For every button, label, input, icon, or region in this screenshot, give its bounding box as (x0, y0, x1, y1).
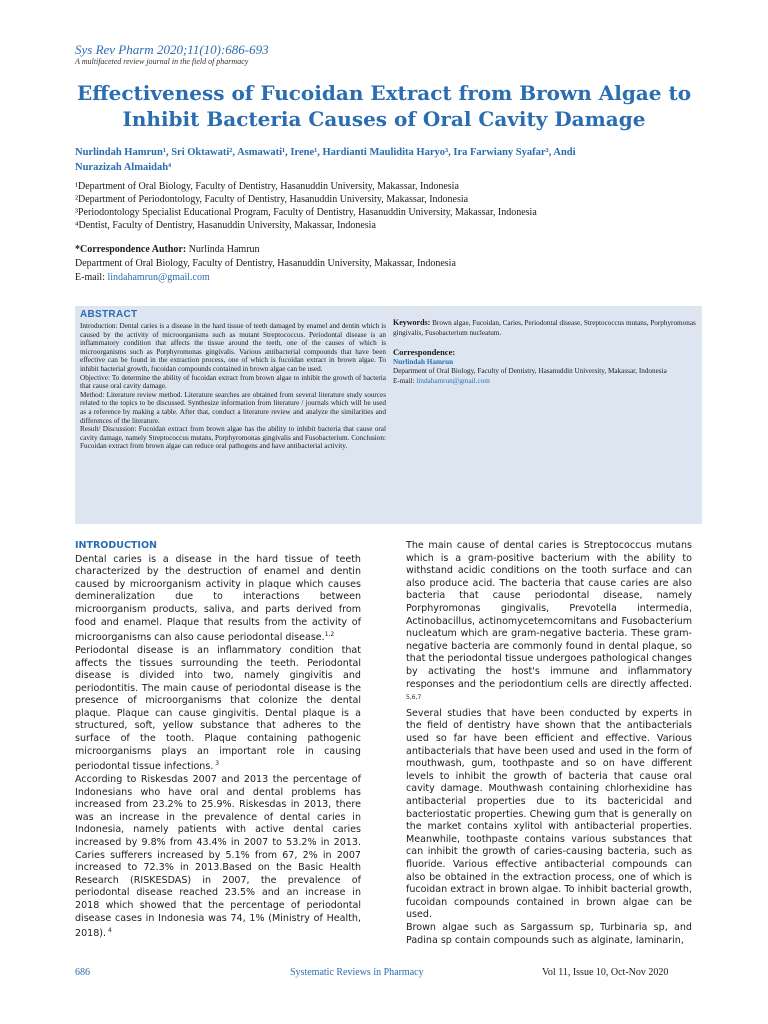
affiliations (75, 180, 695, 232)
journal-citation: Sys Rev Pharm 2020;11(10):686-693 (75, 42, 269, 57)
abstract-heading: ABSTRACT (80, 309, 138, 320)
email-label: E-mail: (75, 272, 108, 283)
abs-email-label: E-mail: (393, 376, 417, 385)
abstract-box (75, 306, 702, 524)
title-line-1: Effectiveness of Fucoidan Extract from Brown Algae to (76, 81, 692, 105)
abs-correspondence-dept: Department of Oral Biology, Faculty of Dentistry, Hasanuddin University, Makassar, Indonesia (393, 367, 667, 375)
right-column (406, 540, 692, 947)
affiliation-1: ¹Department of Oral Biology, Faculty of Dentistry, Hasanuddin University, Makassar, Indonesia (75, 181, 459, 192)
keywords (393, 318, 698, 338)
journal-tagline: A multifaceted review journal in the field of pharmacy (75, 57, 249, 66)
footer-journal: Systematic Reviews in Pharmacy (290, 967, 424, 978)
paragraph: Dental caries is a disease in the hard tissue of teeth characterized by the destruction of enamel and dentin caused by microorganism activity in plaque which causes demineralization due to interactions between microorganism products, saliva, and parts derived from food and enamel. Plaque that results from the activity of microorganisms can also cause periodontal disease.$^{1,2}$ (75, 553, 361, 644)
citation-ref: 1,2 (324, 631, 335, 639)
abstract-sidebar (393, 318, 698, 386)
abs-correspondence-label: Correspondence: (393, 347, 456, 357)
abstract-introduction: Introduction: Dental caries is a disease in the hard tissue of teeth damaged by enamel and dentin which is caused by the activity of microorganisms such as mutant Streptococcus. Periodontal disease is an inflammatory condition that affects the tissue around the teeth, one of the causes of which is microorganisms such as Porphyromonas gingivalis. Various antibacterial compounds that have been effective can be found in the extraction process, one of which is fucoidan extract in brown algae. To inhibit bacterial growth, fucoidan compounds contained in brown algae can be used. (80, 322, 386, 373)
paragraph: The main cause of dental caries is Streptococcus mutans which is a gram-positive bacterium with the ability to withstand acidic conditions on the tooth surface and can also produce acid. The bacteria that cause caries are also bacteria that cause periodontal disease, namely Porphyromonas gingivalis, Prevotella intermedia, Actinobacillus, actinomycetemcomitans and Fusobacterium nucleatum which are gram-negative bacteria. These gram-negative bacteria are commonly found in dental plaque, so that the periodontal tissue undergoes pathological changes by activating the host's immune and inflammatory responses and the periodontium cells are directly affected. $^{5,6,7}$ (406, 540, 692, 702)
paragraph: Several studies that have been conducted by experts in the field of dentistry have shown that the antibacterials used so far have been efficient and effective. Various antibacterials that have been used and used in the form of mouthwash, gum, toothpaste and so on have different levels to inhibit the growth of bacteria that cause oral cavity damage. Mouthwash containing chlorhexidine has antibacterial properties due to its bactericidal and bacteriostatic properties. Chewing gum that is generally on the market contains xylitol with antibacterial properties. Meanwhile, toothpaste contains various substances that can inhibit the growth of caries-causing bacteria, such as fluoride. Various effective antibacterial compounds can also be obtained in the extraction process, one of which is fucoidan extract in brown algae. To inhibit bacterial growth, fucoidan compounds contained in brown algae can be used. (406, 707, 692, 921)
email-link[interactable]: lindahamrun@gmail.com (107, 272, 210, 283)
citation-ref: 4 (106, 927, 112, 935)
affiliation-4: ⁴Dentist, Faculty of Dentistry, Hasanuddin University, Makassar, Indonesia (75, 220, 376, 231)
authors-line-1: Nurlindah Hamrun¹, Sri Oktawati², Asmawati¹, Irene¹, Hardianti Maulidita Haryo³, Ira Farwiany Syafar³, Andi (75, 147, 576, 158)
footer-volume: Vol 11, Issue 10, Oct-Nov 2020 (542, 967, 669, 978)
keywords-label: Keywords: (393, 318, 431, 327)
paragraph: Brown algae such as Sargassum sp, Turbinaria sp, and Padina sp contain compounds such as alginate, laminarin, (406, 921, 692, 946)
abstract-text (80, 309, 386, 451)
citation-ref: 3 (213, 760, 220, 768)
abstract-objective: Objective: To determine the ability of fucoidan extract from brown algae to inhibit the growth of bacteria that cause oral cavity damage. (80, 373, 386, 391)
abstract-result: Result/ Discussion: Fucoidan extract from brown algae has the ability to inhibit bacteria that cause oral cavity damage, namely Streptococcus mutans, Porphyromonas gingivalis and Fusobacterium. Conclusion: Fucoidan extract from brown algae can reduce oral pathogens and have antibacterial activity. (80, 425, 386, 451)
abs-correspondence-name: Nurlindah Hamrun (393, 357, 454, 366)
citation-ref: 5,6,7 (406, 694, 422, 702)
authors-line-2: Nurazizah Almaidah⁴ (75, 162, 172, 173)
title-line-2: Inhibit Bacteria Causes of Oral Cavity Damage (122, 107, 646, 131)
author-list (75, 145, 685, 175)
correspondence-label: *Correspondence Author: (75, 244, 187, 255)
correspondence-name: Nurlinda Hamrun (186, 244, 260, 255)
affiliation-2: ²Department of Periodontology, Faculty of Dentistry, Hasanuddin University, Makassar, Indonesia (75, 194, 469, 205)
page-number: 686 (75, 967, 90, 978)
correspondence-block (75, 243, 456, 285)
correspondence-dept: Department of Oral Biology, Faculty of Dentistry, Hasanuddin University, Makassar, Indonesia (75, 258, 456, 269)
left-column (75, 540, 361, 941)
paper-title (40, 80, 728, 132)
abs-email-link[interactable]: lindahamrun@gmail.com (416, 376, 490, 385)
paragraph: According to Riskesdas 2007 and 2013 the percentage of Indonesians who have oral and dental problems has increased from 23.2% to 25.9%. Riskesdas in 2013, there was an increase in the prevalence of dental caries in Indonesia, namely patients with active dental caries increased by 9.8% from 43.4% in 2007 to 53.2% in 2013. Caries sufferers increased by 5.1% from 67, 2% in 2007 increased to 72.3% in 2013.Based on the Basic Health Research (RISKESDAS) in 2007, the prevalence of periodontal disease reached 23.5% and an increase in 2018 which showed that the percentage of periodontal disease cases in Indonesia was 74, 1% (Ministry of Health, 2018). $^4$ (75, 774, 361, 940)
keywords-text: Brown algae, Fucoidan, Caries, Periodontal disease, Streptococcus mutans, Porphyromonas gingivalis, Fusobacterium nucleatum. (393, 319, 696, 337)
abstract-method: Method: Literature review method. Literature searches are obtained from several literature study sources related to the topics to be discussed. Synthesize information from literature / journals which will be used as a reference by making a table. After that, conduct a literature review and analyze the similarities and differences of the literature. (80, 390, 386, 425)
affiliation-3: ³Periodontology Specialist Educational Program, Faculty of Dentistry, Hasanuddin University, Makassar, Indonesia (75, 207, 537, 218)
paragraph: Periodontal disease is an inflammatory condition that affects the tissues surrounding the teeth. Periodontal disease is divided into two, namely gingivitis and periodontitis. The main cause of periodontal disease is the presence of microorganisms that colonize the dental plaque. Plaque can cause gingivitis. Dental plaque is a structured, soft, yellow substance that adheres to the surface of the tooth. Plaque containing pathogenic microorganisms plays an important role in causing periodontal tissue infections. $^3$ (75, 644, 361, 773)
introduction-heading: INTRODUCTION (75, 540, 157, 551)
